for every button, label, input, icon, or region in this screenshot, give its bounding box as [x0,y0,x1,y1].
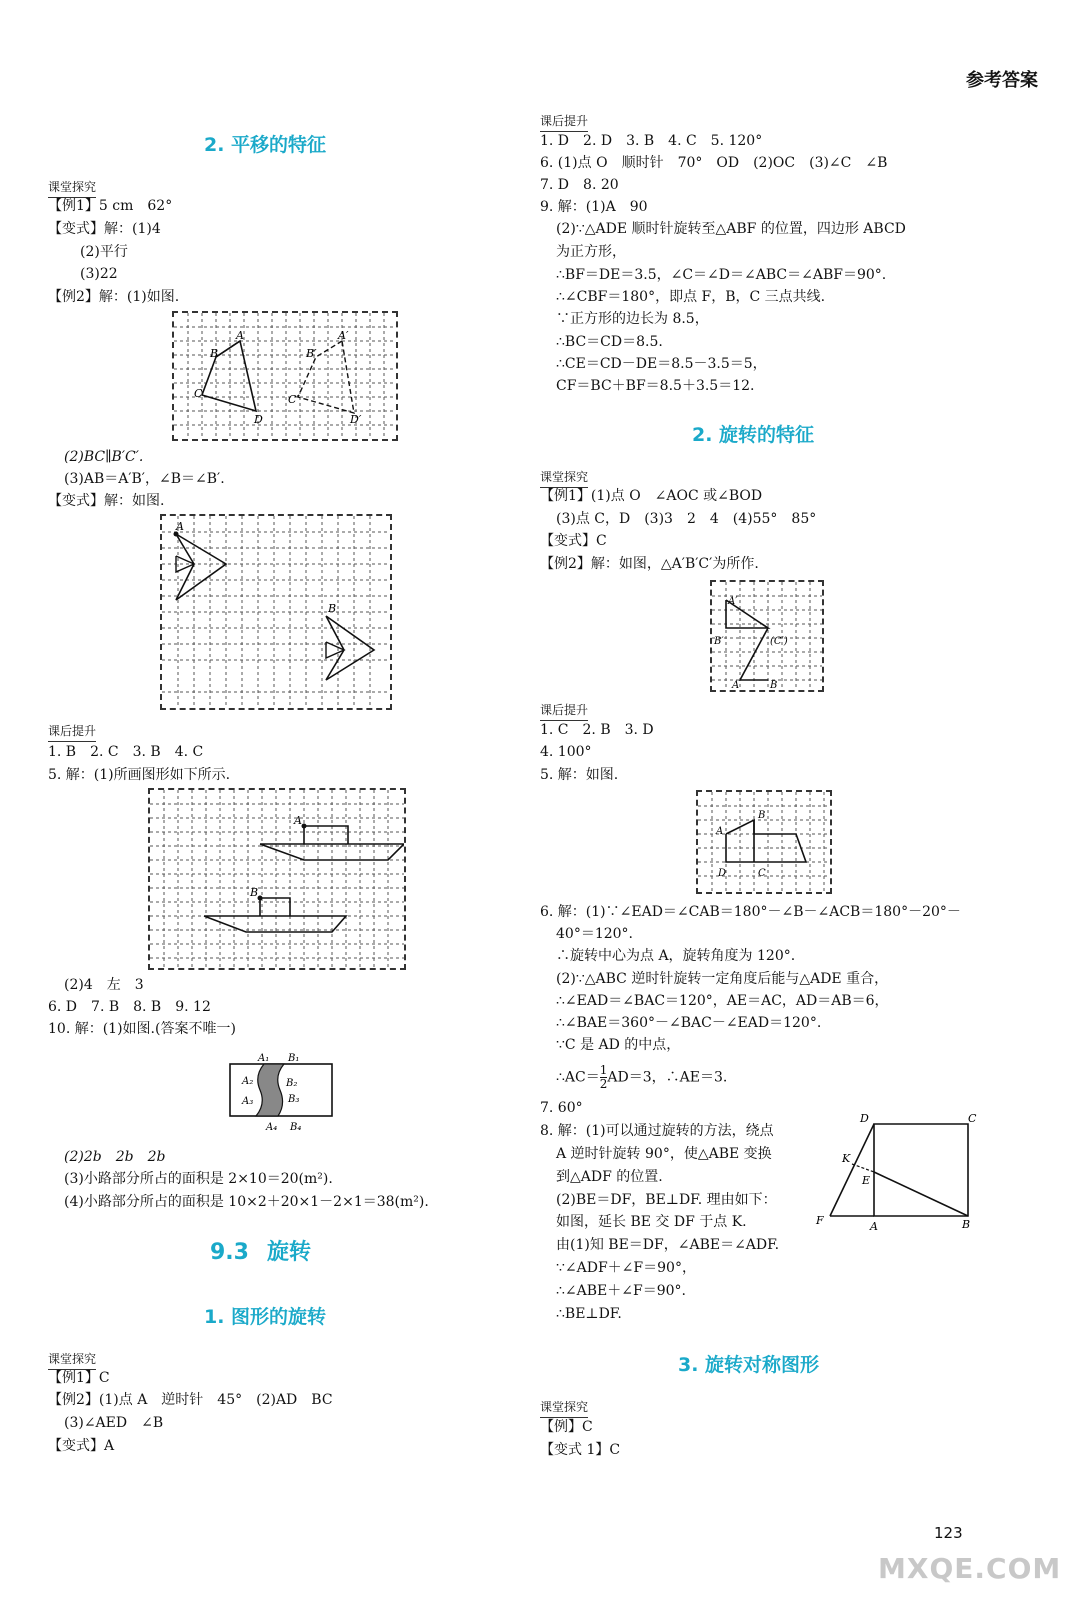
fig-label: E [862,1174,871,1187]
answer-line: ∴BE⊥DF. [556,1306,622,1322]
fig-label: A [294,814,302,827]
answer-line: 【例1】C [48,1370,110,1386]
answer-line: 7. 60° [540,1100,583,1116]
answer-line: 1. B 2. C 3. B 4. C [48,744,204,760]
answer-line: (2)BC∥B′C′. [64,449,144,465]
answer-line: 【例1】5 cm 62° [48,198,173,214]
answer-line: 【变式 1】C [540,1442,621,1458]
fig-label: A₄ [266,1122,278,1133]
fraction-numerator: 1 [599,1063,608,1077]
fig-label: B′ [306,347,317,360]
chapter-number: 9.3 [210,1240,249,1265]
answer-line: (2)2b 2b 2b [64,1149,166,1165]
answer-line: ∴CE＝CD－DE＝8.5－3.5＝5， [556,356,767,372]
fig-label: C′ [288,393,299,406]
answer-line: 6. (1)点 O 顺时针 70° OD (2)OC (3)∠C ∠B [540,155,888,171]
answer-line: (2)∵△ABC 逆时针旋转一定角度后能与△ADE 重合， [556,971,889,987]
fraction-suffix: AD＝3，∴AE＝3. [607,1069,728,1086]
answer-line: ∴∠ABE＋∠F＝90°. [556,1283,686,1299]
fig-label: B₄ [290,1122,302,1133]
watermark-text: MXQE.COM [878,1552,1062,1585]
answer-line: ∴旋转中心为点 A，旋转角度为 120°. [556,948,796,964]
answer-line: 8. 解：(1)可以通过旋转的方法，绕点 [540,1123,774,1139]
answer-line: ∴BF＝DE＝3.5，∠C＝∠D＝∠ABC＝∠ABF＝90°. [556,267,887,283]
answer-line: 【变式】C [540,533,607,549]
answer-line: 为正方形， [556,244,626,260]
fig-label: A′ [338,329,349,342]
fig-label: A [176,520,184,533]
fig-label: A [870,1220,878,1233]
fig-label: B₁ [288,1053,300,1064]
fig-label: B₂ [286,1078,298,1089]
boat-translation-grid [148,788,406,970]
label-after-class: 课后提升 [540,701,588,721]
fig-label: B [250,886,259,899]
answer-line: ∵∠ADF＋∠F＝90°， [556,1260,696,1276]
fig-label: D [254,413,263,426]
answer-line: 【例2】(1)点 A 逆时针 45° (2)AD BC [48,1392,333,1408]
answer-line: 1. D 2. D 3. B 4. C 5. 120° [540,133,763,149]
answer-line: (3)22 [80,266,118,282]
fig-label: B [328,602,337,615]
section-title-rotational-symmetry: 3. 旋转对称图形 [678,1354,820,1376]
fig-label: D [860,1112,869,1125]
answer-line: 9. 解：(1)A 90 [540,199,648,215]
label-after-class: 课后提升 [48,722,96,742]
answer-line: (4)小路部分所占的面积是 10×2＋20×1－2×1＝38(m²). [64,1194,429,1210]
fig-label: B′ [714,636,724,647]
fraction-denominator: 2 [599,1077,608,1092]
square-rotation-figure [812,1110,980,1238]
answer-line: 【变式】解：如图. [48,493,165,509]
answer-line: ∴∠CBF＝180°，即点 F，B，C 三点共线. [556,289,826,305]
answer-line: 【例2】解：(1)如图. [48,289,180,305]
section-title-translation-features: 2. 平移的特征 [204,134,327,156]
answer-line: 4. 100° [540,744,592,760]
answer-line: 由(1)知 BE＝DF，∠ABE＝∠ADF. [556,1237,780,1253]
fig-label: B [758,810,766,821]
fig-label: A [236,329,244,342]
fig-label: A [716,826,724,837]
fig-label: C [194,387,203,400]
answer-line: 1. C 2. B 3. D [540,722,654,738]
answer-line: 5. 解：如图. [540,767,619,783]
answer-line: (3)小路部分所占的面积是 2×10＝20(m²). [64,1171,333,1187]
arrow-shape-b [326,616,374,680]
fig-label: B [962,1218,971,1231]
section-title-rotation-features: 2. 旋转的特征 [692,424,815,446]
answer-line: 7. D 8. 20 [540,177,619,193]
fig-label: C [968,1112,977,1125]
fraction-prefix: ∴AC＝ [556,1069,600,1086]
answer-line: ∴BC＝CD＝8.5. [556,334,663,350]
answer-line: (3)AB＝A′B′，∠B＝∠B′. [64,471,225,487]
answer-line: A 逆时针旋转 90°，使△ABE 变换 [556,1146,772,1162]
answer-line: 到△ADF 的位置. [556,1169,663,1185]
answer-line: (2)∵△ADE 顺时针旋转至△ABF 的位置，四边形 ABCD [556,221,906,237]
answer-line: 40°＝120°. [556,926,633,942]
arrow-translation-grid [160,514,392,710]
fig-label: F [816,1214,824,1227]
label-class-inquiry: 课堂探究 [540,1398,588,1418]
fig-label: B [210,347,219,360]
fig-label: B [770,680,778,690]
fig-label: A₁ [258,1053,270,1064]
fig-label: A [732,680,740,690]
answer-line: ∵正方形的边长为 8.5， [556,311,709,327]
page-number: 123 [934,1524,963,1542]
answer-line: ∴∠EAD＝∠BAC＝120°，AE＝AC，AD＝AB＝6， [556,993,889,1009]
label-class-inquiry: 课堂探究 [48,178,96,198]
chapter-heading [210,1235,311,1266]
fig-label: (C′) [770,636,788,647]
fig-label: C [758,868,766,879]
answer-line: (3)点 C，D (3)3 2 4 (4)55° 85° [556,511,817,527]
fig-label: D [718,868,727,879]
answer-line: (2)4 左 3 [64,977,144,993]
answer-line: 6. D 7. B 8. B 9. 12 [48,999,211,1015]
answer-line: 【变式】A [48,1438,115,1454]
answer-line: 10. 解：(1)如图.(答案不唯一) [48,1021,236,1037]
answer-line: (3)∠AED ∠B [64,1415,164,1431]
translation-grid-figure [172,311,398,441]
rotation-triangle-grid [710,580,824,692]
road-path-figure [226,1050,338,1134]
chapter-title: 旋转 [266,1240,311,1265]
fig-label: D′ [350,413,362,426]
answer-line: ∵C 是 AD 的中点， [556,1037,681,1053]
answer-line: 【例1】(1)点 O ∠AOC 或∠BOD [540,488,763,504]
section-title-rotation: 1. 图形的旋转 [204,1306,327,1328]
answer-line: ∴∠BAE＝360°－∠BAC－∠EAD＝120°. [556,1015,822,1031]
answer-line: 【例2】解：如图，△A′B′C′为所作. [540,556,759,572]
answer-line: 如图，延长 BE 交 DF 于点 K. [556,1214,747,1230]
fig-label: K [842,1152,851,1165]
fig-label: A₂ [242,1076,254,1087]
answer-line: 6. 解：(1)∵∠EAD＝∠CAB＝180°－∠B－∠ACB＝180°－20°－ [540,904,961,920]
label-after-class: 课后提升 [540,112,588,132]
page-header: 参考答案 [966,70,1038,91]
label-class-inquiry: 课堂探究 [540,468,588,488]
answer-line-fraction [556,1064,727,1091]
fig-label: B₃ [288,1094,300,1105]
fig-label: A₃ [242,1096,254,1107]
answer-line: 【例】C [540,1419,593,1435]
answer-line: (2)BE＝DF，BE⊥DF. 理由如下： [556,1192,777,1208]
answer-line: (2)平行 [80,244,128,260]
rotation-quadrilateral-grid [696,790,832,894]
fig-label: A′ [728,596,738,607]
arrow-shape-a [176,534,226,600]
answer-line: 5. 解：(1)所画图形如下所示. [48,767,231,783]
answer-line: CF＝BC＋BF＝8.5＋3.5＝12. [556,378,755,394]
label-class-inquiry: 课堂探究 [48,1350,96,1370]
answer-line: 【变式】解：(1)4 [48,221,161,237]
